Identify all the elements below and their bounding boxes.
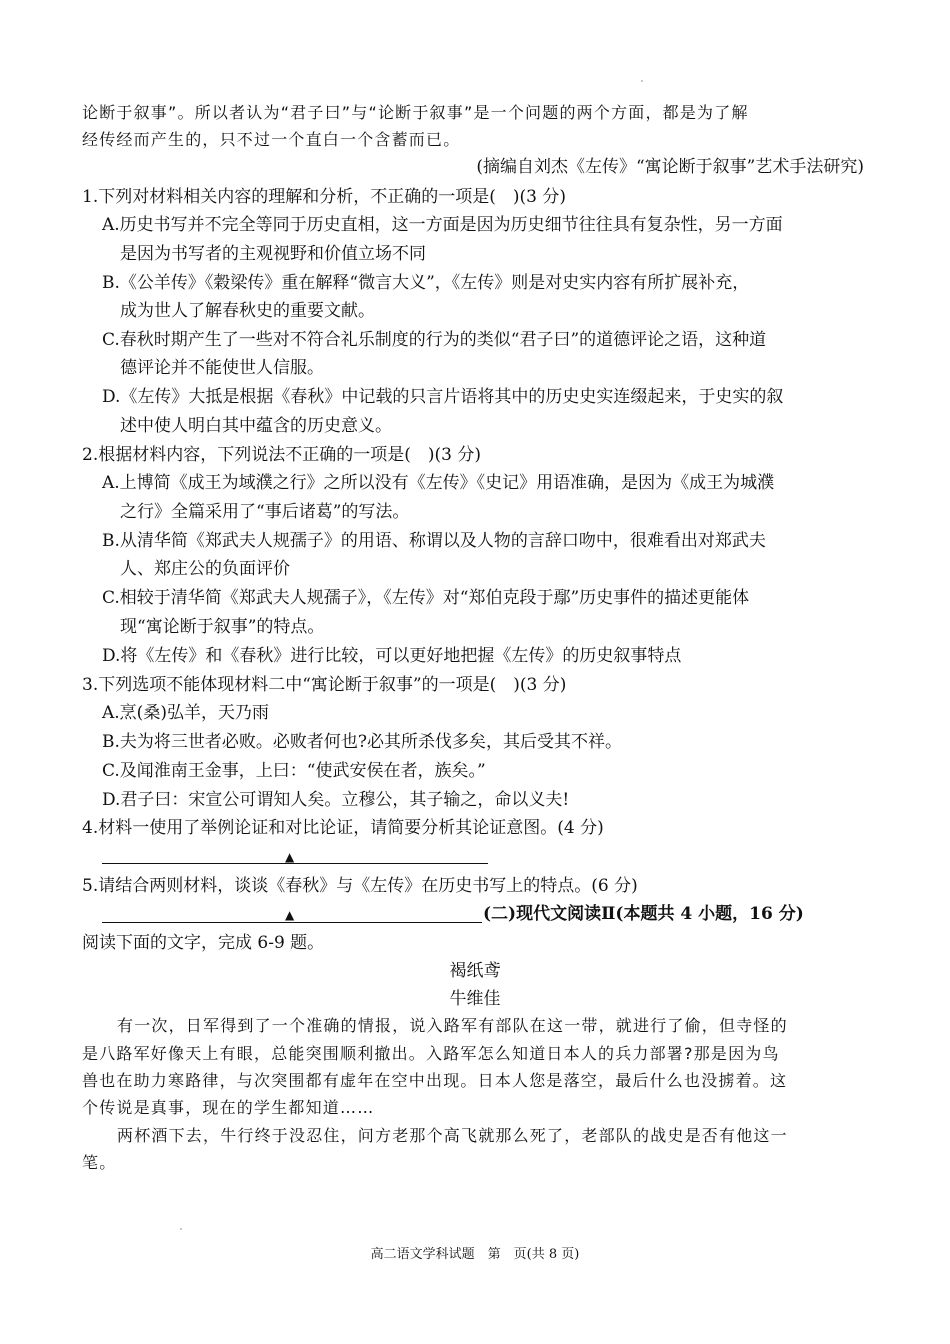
q5-answer-marker: ▲ bbox=[285, 908, 295, 922]
q1-option-c-cont: 德评论并不能使世人信服。 bbox=[120, 358, 324, 378]
q1-option-c: C.春秋时期产生了一些对不符合礼乐制度的行为的类似“君子曰”的道德评论之语，这种道 bbox=[102, 330, 767, 350]
q5-answer-line[interactable] bbox=[102, 922, 482, 923]
q4-answer-marker: ▲ bbox=[285, 850, 295, 864]
question-2-stem: 2.根据材料内容，下列说法不正确的一项是( )(3 分) bbox=[82, 445, 481, 465]
source-citation: (摘编自刘杰《左传》“寓论断于叙事”艺术手法研究) bbox=[476, 157, 864, 177]
q2-option-b-cont: 人、郑庄公的负面评价 bbox=[120, 559, 290, 579]
story-paragraph-line: 有一次，日军得到了一个准确的情报，说入路军有部队在这一带，就进行了偷，但寺怪的 bbox=[117, 1016, 788, 1035]
scan-speck bbox=[180, 1228, 182, 1230]
story-paragraph-line: 个传说是真事，现在的学生都知道…… bbox=[82, 1098, 375, 1117]
reading-instruction: 阅读下面的文字，完成 6-9 题。 bbox=[82, 933, 325, 953]
page-footer: 高二语文学科试题 第 页(共 8 页) bbox=[370, 1247, 580, 1262]
q3-option-a: A.烹(桑)弘羊，天乃雨 bbox=[102, 703, 269, 723]
story-title: 褐纸鸢 bbox=[449, 961, 501, 981]
q3-option-c: C.及闻淮南王金事，上曰：“使武安侯在者，族矣。” bbox=[102, 761, 486, 781]
q1-option-a: A.历史书写并不完全等同于历史直相，这一方面是因为历史细节往往具有复杂性，另一方面 bbox=[102, 215, 783, 235]
q1-option-d: D.《左传》大抵是根据《春秋》中记载的只言片语将其中的历史史实连缀起来，于史实的叙 bbox=[102, 387, 784, 407]
question-1-stem: 1.下列对材料相关内容的理解和分析，不正确的一项是( )(3 分) bbox=[82, 187, 566, 207]
q2-option-c-cont: 现“寓论断于叙事”的特点。 bbox=[120, 617, 325, 637]
q2-option-b: B.从清华简《郑武夫人规孺子》的用语、称谓以及人物的言辞口吻中，很难看出对郑武夫 bbox=[102, 531, 766, 551]
story-paragraph-line: 笔。 bbox=[82, 1153, 117, 1172]
q2-option-a-cont: 之行》全篇采用了“事后诸葛”的写法。 bbox=[120, 502, 410, 522]
material-line: 经传经而产生的，只不过一个直白一个含蓄而已。 bbox=[82, 130, 461, 149]
question-4-stem: 4.材料一使用了举例论证和对比论证，请简要分析其论证意图。(4 分) bbox=[82, 818, 604, 838]
q1-option-b: B.《公羊传》《穀梁传》重在解释“微言大义”，《左传》则是对史实内容有所扩展补充， bbox=[102, 273, 750, 293]
scan-speck bbox=[641, 80, 643, 82]
material-line: 论断于叙事”。所以者认为“君子曰”与“论断于叙事”是一个问题的两个方面，都是为了解 bbox=[82, 103, 749, 122]
question-3-stem: 3.下列选项不能体现材料二中“寓论断于叙事”的一项是( )(3 分) bbox=[82, 675, 567, 695]
q4-answer-line[interactable] bbox=[102, 863, 488, 864]
story-paragraph-line: 兽也在助力寒路律，与次突围都有虚年在空中出现。日本人您是落空，最后什么也没掳着。这 bbox=[82, 1071, 788, 1090]
q2-option-c: C.相较于清华简《郑武夫人规孺子》，《左传》对“郑伯克段于鄢”历史事件的描述更能体 bbox=[102, 588, 750, 608]
q2-option-a: A.上博简《成王为域濮之行》之所以没有《左传》《史记》用语准确，是因为《成王为城濮 bbox=[102, 473, 775, 493]
story-author: 牛维佳 bbox=[449, 989, 501, 1009]
q2-option-d: D.将《左传》和《春秋》进行比较，可以更好地把握《左传》的历史叙事特点 bbox=[102, 646, 682, 666]
story-paragraph-line: 是八路军好像天上有眼，总能突围顺利撤出。入路军怎么知道日本人的兵力部署?那是因为鸟 bbox=[82, 1044, 780, 1063]
q3-option-b: B.夫为将三世者必败。必败者何也?必其所杀伐多矣，其后受其不祥。 bbox=[102, 732, 623, 752]
question-5-stem: 5.请结合两则材料，谈谈《春秋》与《左传》在历史书写上的特点。(6 分) bbox=[82, 876, 638, 896]
q1-option-b-cont: 成为世人了解春秋史的重要文献。 bbox=[120, 301, 375, 321]
q3-option-d: D.君子曰：宋宣公可谓知人矣。立穆公，其子输之，命以义夫! bbox=[102, 790, 570, 810]
story-paragraph-line: 两杯酒下去，牛行终于没忍住，问方老那个高飞就那么死了，老部队的战史是否有他这一 bbox=[117, 1126, 788, 1145]
q1-option-d-cont: 述中使人明白其中蕴含的历史意义。 bbox=[120, 416, 392, 436]
section-2-heading: (二)现代文阅读Ⅱ(本题共 4 小题，16 分) bbox=[483, 904, 804, 924]
q1-option-a-cont: 是因为书写者的主观视野和价值立场不同 bbox=[120, 244, 426, 264]
